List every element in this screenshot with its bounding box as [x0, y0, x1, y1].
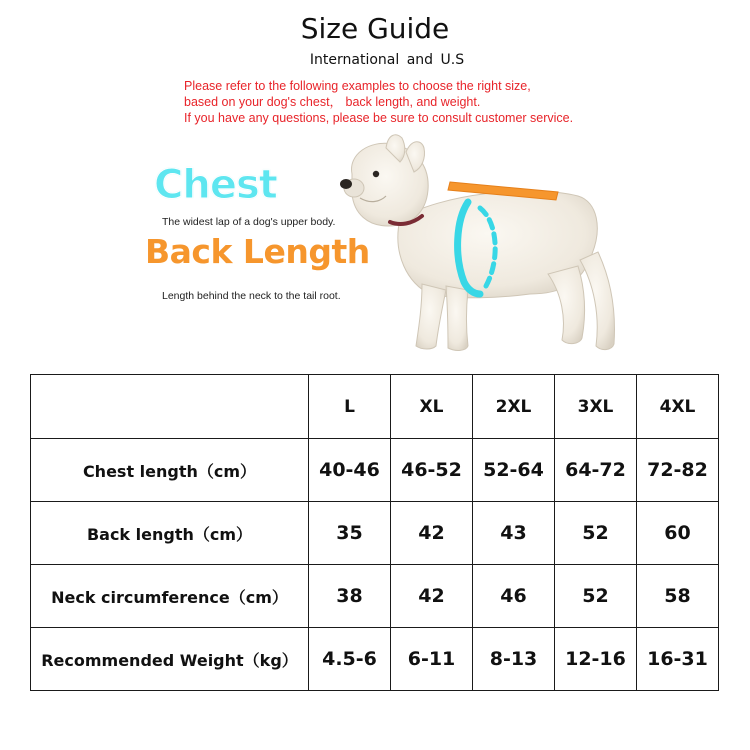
- table-cell: 58: [637, 565, 719, 628]
- table-row: [31, 439, 719, 502]
- table-header-cell: [31, 375, 309, 439]
- table-cell: 4.5-6: [309, 628, 391, 691]
- table-cell: 43: [473, 502, 555, 565]
- table-header-row: [31, 375, 719, 439]
- table-header-cell: L: [309, 375, 391, 439]
- table-cell: 46: [473, 565, 555, 628]
- dog-illustration: [330, 134, 620, 359]
- table-cell: 6-11: [391, 628, 473, 691]
- page-title: Size Guide: [300, 12, 450, 45]
- table-cell: 12-16: [555, 628, 637, 691]
- size-table: [30, 374, 719, 691]
- note-line: If you have any questions, please be sure to consult customer service.: [184, 111, 574, 125]
- table-header-cell: 4XL: [637, 375, 719, 439]
- table-cell: 8-13: [473, 628, 555, 691]
- table-cell: 52: [555, 502, 637, 565]
- dog-body: [352, 135, 615, 351]
- table-cell: 40-46: [309, 439, 391, 502]
- table-cell: 42: [391, 565, 473, 628]
- table-cell: 46-52: [391, 439, 473, 502]
- row-label: Back length（cm）: [31, 502, 309, 565]
- size-notes: [184, 78, 704, 126]
- row-label: Neck circumference（cm）: [31, 565, 309, 628]
- note-line: based on your dog's chest， back length, and weight.: [184, 95, 481, 109]
- table-cell: 16-31: [637, 628, 719, 691]
- table-cell: 38: [309, 565, 391, 628]
- table-row: [31, 502, 719, 565]
- chest-description: The widest lap of a dog's upper body.: [162, 216, 336, 228]
- table-cell: 72-82: [637, 439, 719, 502]
- table-cell: 52: [555, 565, 637, 628]
- table-cell: 52-64: [473, 439, 555, 502]
- table-row: [31, 628, 719, 691]
- row-label: Recommended Weight（kg）: [31, 628, 309, 691]
- table-cell: 35: [309, 502, 391, 565]
- table-header-cell: 3XL: [555, 375, 637, 439]
- row-label: Chest length（cm）: [31, 439, 309, 502]
- table-cell: 42: [391, 502, 473, 565]
- table-header-cell: 2XL: [473, 375, 555, 439]
- chest-heading: Chest: [154, 162, 277, 208]
- table-header-cell: XL: [391, 375, 473, 439]
- table-row: [31, 565, 719, 628]
- back-length-heading: Back Length: [145, 232, 370, 271]
- table-cell: 64-72: [555, 439, 637, 502]
- note-line: Please refer to the following examples to choose the right size,: [184, 79, 531, 93]
- table-cell: 60: [637, 502, 719, 565]
- back-length-description: Length behind the neck to the tail root.: [162, 290, 341, 302]
- page-subtitle: International and U.S: [309, 52, 465, 68]
